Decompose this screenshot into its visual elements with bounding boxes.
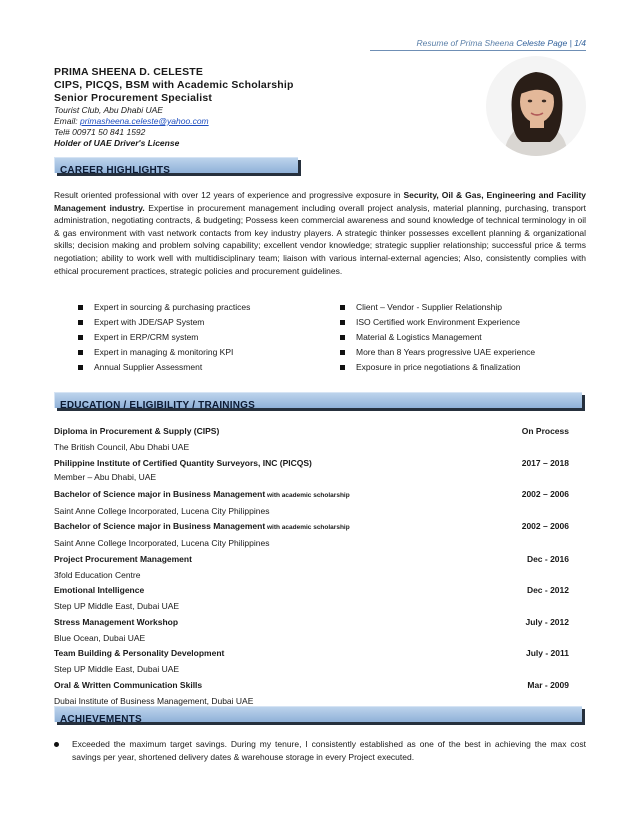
entry-date: On Process [521,426,569,436]
list-item: Expert in ERP/CRM system [78,330,250,345]
career-highlights-label: CAREER HIGHLIGHTS [60,165,171,173]
entry-title-text: Team Building & Personality Development [54,648,225,658]
entry-title-text: Project Procurement Management [54,553,192,564]
phone: Tel# 00971 50 841 1592 [54,127,146,137]
entry-date: July - 2012 [525,616,569,627]
education-entry [54,615,569,647]
education-heading [54,392,582,408]
entry-title [54,552,192,567]
entry-institution: Saint Anne College Incorporated, Lucena City Philippines [54,538,270,548]
page-header-emphasis: Celeste Page | 1/4 [516,38,586,48]
entry-date: 2017 – 2018 [521,457,569,468]
entry-title [54,456,312,471]
entry-title-text: Bachelor of Science major in Business Management [54,521,266,531]
education-entry [54,552,569,584]
entry-title-text: Oral & Written Communication Skills [54,679,203,690]
entry-title-text: Bachelor of Science major in Business Management [54,488,266,499]
profile-photo [486,56,586,156]
career-highlights-heading [54,157,298,173]
entry-title [54,646,224,661]
list-item: Exposure in price negotiations & finalization [340,360,535,375]
entry-institution: Step UP Middle East, Dubai UAE [54,664,180,674]
page-header-prefix: Resume of Prima Sheena [416,38,517,48]
entry-institution: Blue Ocean, Dubai UAE [54,632,146,643]
education-label: EDUCATION / ELIGIBILITY / TRAININGS [60,400,255,408]
entry-date: Dec - 2012 [526,585,569,595]
license: Holder of UAE Driver's License [54,138,180,148]
profile-photo-icon [486,56,586,156]
entry-title [54,519,350,535]
credentials: CIPS, PICQS, BSM with Academic Scholarship [54,79,294,91]
summary-industries: Security, Oil & Gas, Engineering and Facility Management industry. [54,190,586,213]
skills-list-right [340,300,535,375]
achievements-list [54,738,586,764]
entry-title [54,583,144,598]
entry-title-text: Stress Management Workshop [54,616,179,627]
entry-institution: The British Council, Abu Dhabi UAE [54,442,190,452]
entry-title-text: Philippine Institute of Certified Quantity Surveyors, INC (PICQS) [54,457,312,468]
list-item: Expert in sourcing & purchasing practices [78,300,250,315]
list-item: ISO Certified work Environment Experience [340,315,535,330]
entry-date: 2002 – 2006 [521,521,569,531]
list-item: Material & Logistics Management [340,330,535,345]
location: Tourist Club, Abu Dhabi UAE [54,105,163,115]
entry-institution: Dubai Institute of Business Management, Dubai UAE [54,695,254,706]
entry-note: with academic scholarship [265,491,350,499]
education-entry [54,678,569,710]
entry-institution: 3fold Education Centre [54,569,141,580]
education-entry [54,424,569,456]
education-entry [54,646,569,678]
entry-date: 2002 – 2006 [521,488,569,499]
achievements-label: ACHIEVEMENTS [60,714,142,722]
summary-text-2: Expertise in procurement management including overall project analysis, material planning, purchasing, transport administration, negotiating contracts, & budgeting; Possess keen commercial awareness and sound knowledge of technical terminology in oil & gas environment with vast network contacts from key industry players. A strategic thinker possesses excellent planning & organizational skills; decision making and problem solving capability; excellent vendor knowledge; strategic supplier relationship; successful price & terms negotiation; ability to work well with multidisciplinary team; liaison with various internal-external agencies; Also, consistently complies with ethical procurement practices, strategic policies and procurement guidelines. [54,202,586,276]
skills-list-left [78,300,250,375]
education-entry [54,487,569,520]
job-role: Senior Procurement Specialist [54,92,213,104]
email-label: Email: [54,116,80,126]
list-item: Exceeded the maximum target savings. During my tenure, I consistently established as one of the best in achieving the max cost savings per year, shortened delivery dates & warehouse storage in every Project executed. [54,738,586,764]
list-item: More than 8 Years progressive UAE experience [340,345,535,360]
education-entry [54,456,569,483]
entry-institution: Step UP Middle East, Dubai UAE [54,601,180,611]
education-entry [54,519,569,552]
email-line [54,116,384,127]
list-item: Expert with JDE/SAP System [78,315,250,330]
candidate-name: PRIMA SHEENA D. CELESTE [54,66,204,78]
entry-date: July - 2011 [525,648,569,658]
entry-title [54,615,178,630]
education-entry [54,583,569,615]
entry-title-text: Emotional Intelligence [54,585,145,595]
education-list [54,424,569,709]
list-item: Expert in managing & monitoring KPI [78,345,250,360]
page-header [370,38,586,51]
entry-date: Dec - 2016 [526,553,569,564]
achievements-heading [54,706,582,722]
entry-title [54,487,350,503]
entry-date: Mar - 2009 [527,679,569,690]
email-link[interactable]: primasheena.celeste@yahoo.com [79,116,209,126]
entry-note: with academic scholarship [265,524,350,531]
entry-institution: Member – Abu Dhabi, UAE [54,471,157,482]
entry-title-text: Diploma in Procurement & Supply (CIPS) [54,426,220,436]
entry-title [54,678,202,693]
entry-title [54,424,219,439]
identity-block [54,66,384,149]
entry-institution: Saint Anne College Incorporated, Lucena City Philippines [54,505,270,516]
career-summary [54,189,586,277]
list-item: Annual Supplier Assessment [78,360,250,375]
list-item: Client – Vendor - Supplier Relationship [340,300,535,315]
summary-text-1: Result oriented professional with over 12 years of experience and progressive exposure in [54,190,404,200]
